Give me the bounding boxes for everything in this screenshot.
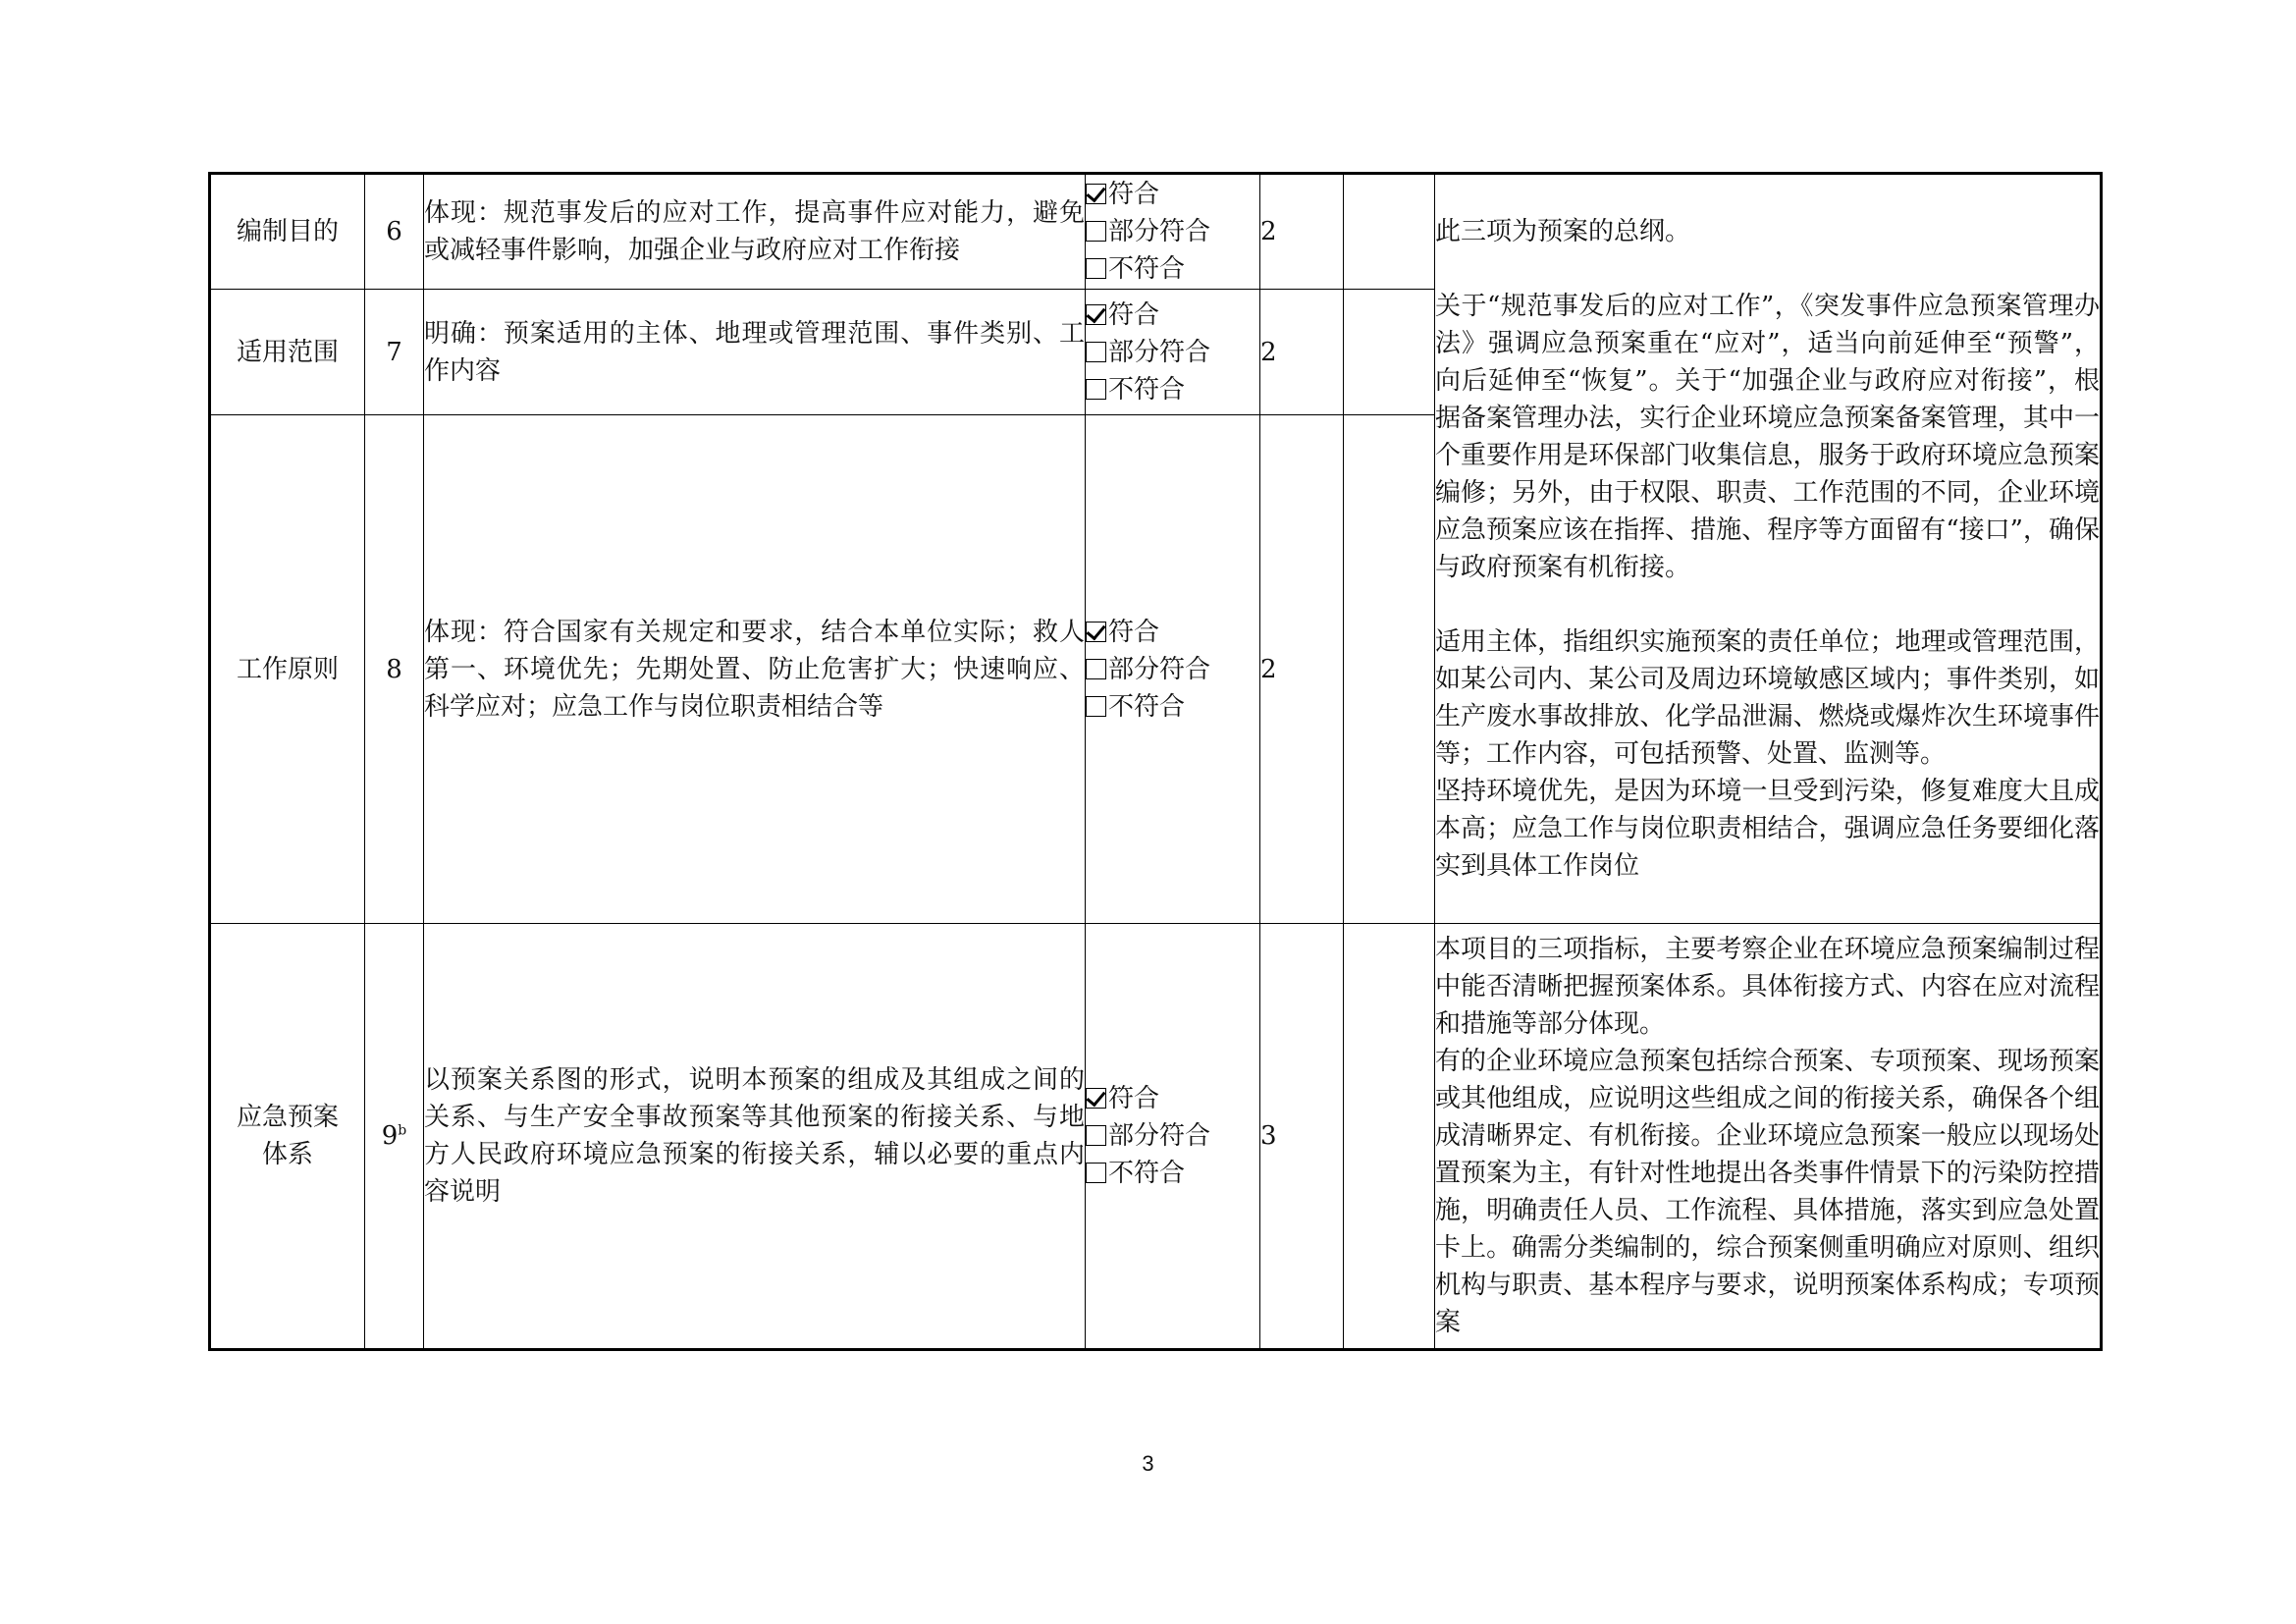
evaluation-table — [208, 172, 2103, 1351]
note-paragraph: 此三项为预案的总纲。 — [1435, 217, 1691, 246]
note-paragraph: 本项目的三项指标，主要考察企业在环境应急预案编制过程中能否清晰把握预案体系。具体衔接方式、内容在应对流程和措施等部分体现。 — [1435, 935, 2100, 1039]
item-score: 2 — [1260, 290, 1344, 415]
table-row — [210, 174, 2102, 290]
footnote-marker: b — [398, 1122, 407, 1139]
option-partial[interactable]: 部分符合 — [1086, 334, 1259, 371]
note-paragraph: 关于“规范事发后的应对工作”，《突发事件应急预案管理办法》强调应急预案重在“应对”，适当向前延伸至“预警”，向后延伸至“恢复”。关于“加强企业与政府应对衔接”，根据备案管理办法，实行企业环境应急预案备案管理，其中一个重要作用是环保部门收集信息，服务于政府环境应急预案编修；另外，由于权限、职责、工作范围的不同，企业环境应急预案应该在指挥、措施、程序等方面留有“接口”，确保与政府预案有机衔接。 — [1435, 292, 2100, 582]
item-number: 7 — [365, 290, 424, 415]
item-score: 2 — [1260, 174, 1344, 290]
actual-score-cell[interactable] — [1344, 924, 1435, 1350]
checkbox-icon[interactable] — [1086, 221, 1106, 242]
item-content: 明确：预案适用的主体、地理或管理范围、事件类别、工作内容 — [424, 290, 1086, 415]
option-nonconform[interactable]: 不符合 — [1086, 371, 1259, 408]
actual-score-cell[interactable] — [1344, 174, 1435, 290]
note-cell — [1435, 174, 2102, 924]
checked-box-icon[interactable] — [1086, 184, 1106, 204]
item-name: 工作原则 — [210, 415, 365, 924]
checkbox-icon[interactable] — [1086, 659, 1106, 679]
item-number: 6 — [365, 174, 424, 290]
option-partial[interactable]: 部分符合 — [1086, 651, 1259, 688]
table-row — [210, 924, 2102, 1350]
item-content: 体现：符合国家有关规定和要求，结合本单位实际；救人第一、环境优先；先期处置、防止危害扩大；快速响应、科学应对；应急工作与岗位职责相结合等 — [424, 415, 1086, 924]
checkbox-icon[interactable] — [1086, 1125, 1106, 1146]
item-score: 3 — [1260, 924, 1344, 1350]
checkbox-icon[interactable] — [1086, 1163, 1106, 1183]
item-name: 适用范围 — [210, 290, 365, 415]
checkbox-icon[interactable] — [1086, 379, 1106, 400]
option-conform[interactable]: 符合 — [1086, 297, 1259, 334]
item-number: 8 — [365, 415, 424, 924]
note-paragraph: 适用主体，指组织实施预案的责任单位；地理或管理范围，如某公司内、某公司及周边环境敏感区域内；事件类别，如生产废水事故排放、化学品泄漏、燃烧或爆炸次生环境事件等；工作内容，可包括预警、处置、监测等。 — [1435, 627, 2100, 769]
option-partial[interactable]: 部分符合 — [1086, 1117, 1259, 1155]
option-nonconform[interactable]: 不符合 — [1086, 1155, 1259, 1192]
option-conform[interactable]: 符合 — [1086, 176, 1259, 213]
item-name: 编制目的 — [210, 174, 365, 290]
note-paragraph: 坚持环境优先，是因为环境一旦受到污染，修复难度大且成本高；应急工作与岗位职责相结合，强调应急任务要细化落实到具体工作岗位 — [1435, 777, 2100, 881]
actual-score-cell[interactable] — [1344, 290, 1435, 415]
option-conform[interactable]: 符合 — [1086, 614, 1259, 651]
option-partial[interactable]: 部分符合 — [1086, 213, 1259, 250]
actual-score-cell[interactable] — [1344, 415, 1435, 924]
conformity-options — [1086, 174, 1260, 290]
conformity-options — [1086, 924, 1260, 1350]
checkbox-icon[interactable] — [1086, 258, 1106, 279]
item-score: 2 — [1260, 415, 1344, 924]
checkbox-icon[interactable] — [1086, 342, 1106, 362]
checked-box-icon[interactable] — [1086, 304, 1106, 325]
note-cell — [1435, 924, 2102, 1350]
conformity-options — [1086, 290, 1260, 415]
note-paragraph: 有的企业环境应急预案包括综合预案、专项预案、现场预案或其他组成，应说明这些组成之间的衔接关系，确保各个组成清晰界定、有机衔接。企业环境应急预案一般应以现场处置预案为主，有针对性地提出各类事件情景下的污染防控措施，明确责任人员、工作流程、具体措施，落实到应急处置卡上。确需分类编制的，综合预案侧重明确应对原则、组织机构与职责、基本程序与要求，说明预案体系构成；专项预案 — [1435, 1047, 2100, 1337]
option-nonconform[interactable]: 不符合 — [1086, 688, 1259, 726]
item-content: 体现：规范事发后的应对工作，提高事件应对能力，避免或减轻事件影响，加强企业与政府应对工作衔接 — [424, 174, 1086, 290]
item-name: 应急预案 体系 — [210, 924, 365, 1350]
checkbox-icon[interactable] — [1086, 696, 1106, 717]
page-number: 3 — [1142, 1451, 1154, 1476]
item-number: 9$^b$ — [365, 924, 424, 1350]
option-conform[interactable]: 符合 — [1086, 1080, 1259, 1117]
option-nonconform[interactable]: 不符合 — [1086, 250, 1259, 288]
checked-box-icon[interactable] — [1086, 1088, 1106, 1109]
conformity-options — [1086, 415, 1260, 924]
item-content: 以预案关系图的形式，说明本预案的组成及其组成之间的关系、与生产安全事故预案等其他预案的衔接关系、与地方人民政府环境应急预案的衔接关系，辅以必要的重点内容说明 — [424, 924, 1086, 1350]
checked-box-icon[interactable] — [1086, 622, 1106, 642]
